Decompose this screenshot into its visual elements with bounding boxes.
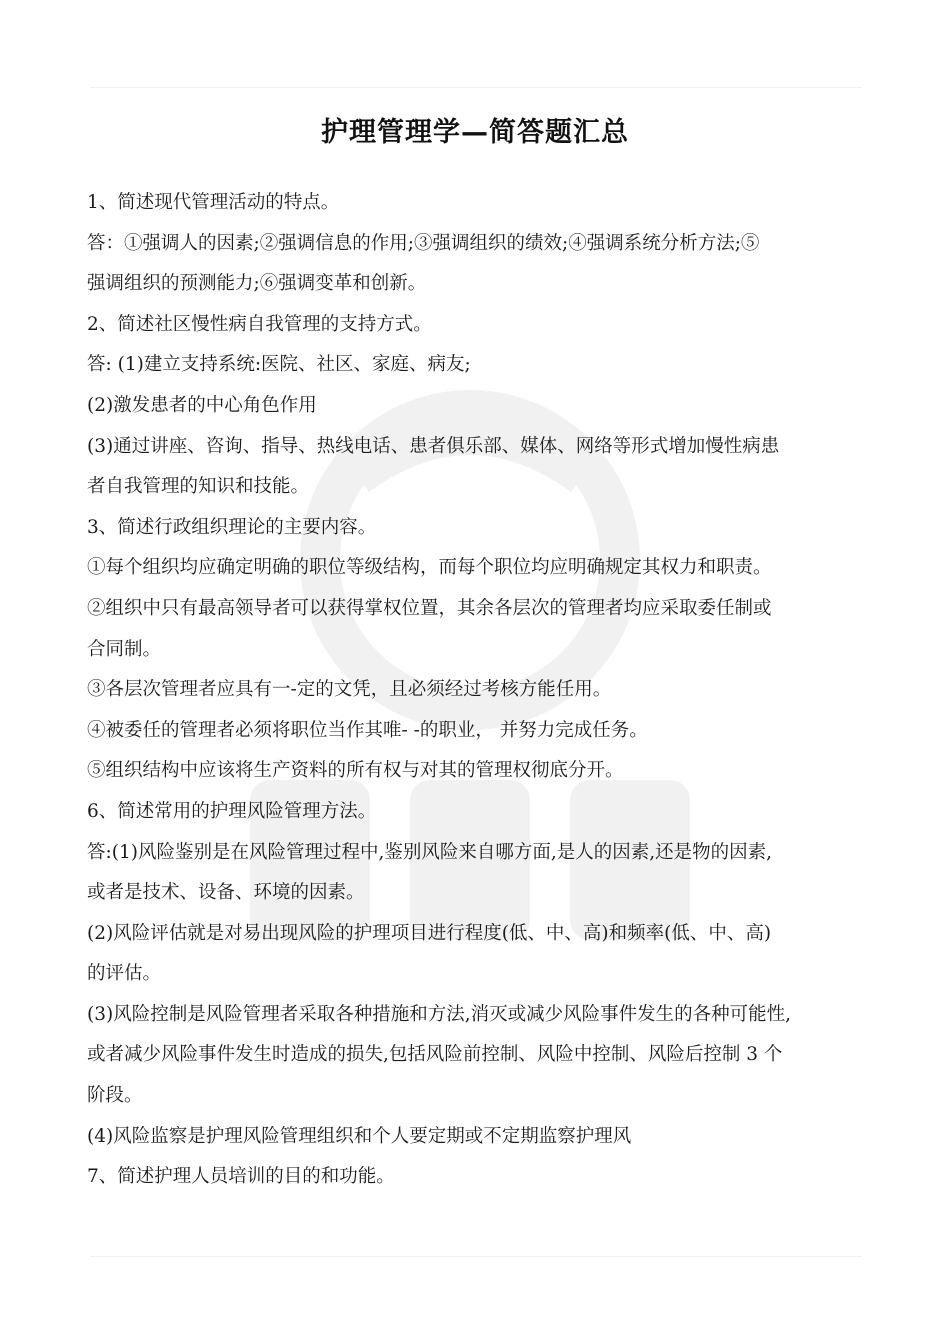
answer-1-line-2: 强调组织的预测能力;⑥强调变革和创新。 [87,273,427,295]
answer-3-item-2-line-1: ②组织中只有最高领导者可以获得掌权位置，其余各层次的管理者均应采取委任制或 [87,597,772,619]
answer-1-line-1: 答：①强调人的因素;②强调信息的作用;③强调组织的绩效;④强调系统分析方法;⑤ [87,232,760,254]
answer-3-item-4: ④被委任的管理者必须将职位当作其唯- -的职业， 并努力完成任务。 [87,719,648,741]
answer-6-item-2-line-1: (2)风险评估就是对易出现风险的护理项目进行程度(低、中、高)和频率(低、中、高) [87,922,772,944]
answer-6-item-1-line-1: 答:(1)风险鉴别是在风险管理过程中,鉴别风险来自哪方面,是人的因素,还是物的因素, [87,841,772,863]
answer-3-item-2-line-2: 合同制。 [87,638,162,660]
answer-3-item-5: ⑤组织结构中应该将生产资料的所有权与对其的管理权彻底分开。 [87,760,624,782]
answer-2-item-1: 答: (1)建立支持系统:医院、社区、家庭、病友; [87,354,471,376]
question-1: 1、简述现代管理活动的特点。 [87,192,340,213]
question-2: 2、简述社区慢性病自我管理的支持方式。 [87,313,432,335]
answer-6-item-3-line-3: 阶段。 [87,1085,143,1107]
answer-6-item-3-line-1: (3)风险控制是风险管理者采取各种措施和方法,消灭或减少风险事件发生的各种可能性, [87,1003,791,1025]
answer-6-item-2-line-2: 的评估。 [87,963,162,985]
answer-6-item-3-line-2: 或者减少风险事件发生时造成的损失,包括风险前控制、风险中控制、风险后控制 3 个 [87,1044,783,1066]
answer-3-item-1: ①每个组织均应确定明确的职位等级结构，而每个职位均应明确规定其权力和职责。 [87,557,772,579]
question-6: 6、简述常用的护理风险管理方法。 [87,800,377,822]
question-7: 7、简述护理人员培训的目的和功能。 [87,1166,395,1188]
document-body [87,183,877,1198]
answer-2-item-3-line-2: 者自我管理的知识和技能。 [87,476,310,498]
footer-divider [90,1256,862,1257]
document-title: 护理管理学—简答题汇总 [321,117,629,148]
answer-6-item-4: (4)风险监察是护理风险管理组织和个人要定期或不定期监察护理风 [87,1125,632,1147]
answer-2-item-3-line-1: (3)通过讲座、咨询、指导、热线电话、患者俱乐部、媒体、网络等形式增加慢性病患 [87,435,780,457]
answer-3-item-3: ③各层次管理者应具有一-定的文凭，且必须经过考核方能任用。 [87,679,612,701]
answer-2-item-2: (2)激发患者的中心角色作用 [87,394,317,416]
question-3: 3、简述行政组织理论的主要内容。 [87,516,377,538]
header-divider [90,87,862,88]
answer-6-item-1-line-2: 或者是技术、设备、环境的因素。 [87,882,365,904]
